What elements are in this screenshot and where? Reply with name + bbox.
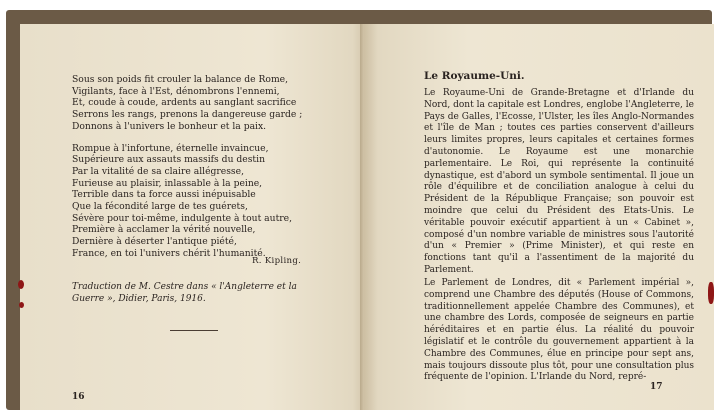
poem xyxy=(72,74,362,270)
poem-stanza-2 xyxy=(72,143,362,260)
paragraph-2: Le Parlement de Londres, dit « Parlement impérial », comprend une Chambre des députés (House of Commons, traditionnellement appelée Chambre des Communes), et une chambre des Lords, composée de seigneurs en partie héréditaires et en partie élus. La réalité du pouvoir législatif et le contrôle du gouvernement appartient à la Chambre des Communes, élue en principe pour sept ans, mais toujours dissoute plus tôt, pour une consultation plus fréquente de l'opinion. L'Irlande du Nord, repré- xyxy=(424,278,694,383)
paragraph-1: Le Royaume-Uni de Grande-Bretagne et d'Irlande du Nord, dont la capitale est Londres, englobe l'Angleterre, le Pays de Galles, l'Ecosse, l'Ulster, les îles Anglo-Normandes et l'île de Man ; toutes ces parties conservent d'ailleurs leurs limites propres, leurs capitales et certaines formes d'autonomie. Le Royaume est une monarchie parlementaire. Le Roi, qui représente la continuité dynastique, est d'abord un symbole sentimental. Il joue un rôle d'équilibre et de conciliation analogue à celui du Président de la République Française; son pouvoir est moindre que celui du Président des Etats-Unis. Le véritable pouvoir exécutif appartient à un « Cabinet », composé d'un nombre variable de ministres sous l'autorité d'un « Premier » (Prime Minister), et qui reste en fonctions tant qu'il a l'assentiment de la majorité du Parlement. xyxy=(424,88,694,275)
poem-line: Par la vitalité de sa claire allégresse, xyxy=(72,165,245,177)
poem-line: France, en toi l'univers chérit l'humanité. xyxy=(72,247,266,259)
page-number-right: 17 xyxy=(650,382,663,392)
ink-stain-mark xyxy=(19,302,24,308)
page-number-left: 16 xyxy=(72,392,85,402)
poem-line: Sous son poids fit crouler la balance de Rome, xyxy=(72,74,289,85)
poem-line: Supérieure aux assauts massifs du destin xyxy=(72,154,265,166)
poem-line: Sévère pour toi-même, indulgente à tout autre, xyxy=(72,212,293,224)
ink-stain-mark xyxy=(18,280,24,289)
poem-author: R. Kipling. xyxy=(252,256,302,266)
poem-stanza-1 xyxy=(72,74,362,133)
poem-line: Furieuse au plaisir, inlassable à la peine, xyxy=(72,177,263,189)
poem-line: Première à acclamer la vérité nouvelle, xyxy=(72,224,256,236)
poem-line: Et, coude à coude, ardents au sanglant sacrifice xyxy=(72,97,297,109)
poem-line: Donnons à l'univers le bonheur et la paix. xyxy=(72,120,267,132)
booklet xyxy=(6,10,712,410)
translation-note: Traduction de M. Cestre dans « l'Angleterre et la Guerre », Didier, Paris, 1916. xyxy=(72,282,297,304)
poem-line: Dernière à déserter l'antique piété, xyxy=(72,236,237,248)
poem-line: Vigilants, face à l'Est, dénombrons l'ennemi, xyxy=(72,85,280,97)
poem-line: Rompue à l'infortune, éternelle invaincue, xyxy=(72,142,269,154)
poem-line: Serrons les rangs, prenons la dangereuse garde ; xyxy=(72,109,303,121)
section-heading: Le Royaume-Uni. xyxy=(424,70,525,82)
left-page xyxy=(20,24,370,410)
ink-stain-mark xyxy=(708,282,714,304)
divider xyxy=(170,330,218,331)
poem-line: Que la fécondité large de tes guérets, xyxy=(72,201,248,213)
poem-line: Terrible dans ta force aussi inépuisable xyxy=(72,189,256,201)
right-page xyxy=(364,24,714,410)
